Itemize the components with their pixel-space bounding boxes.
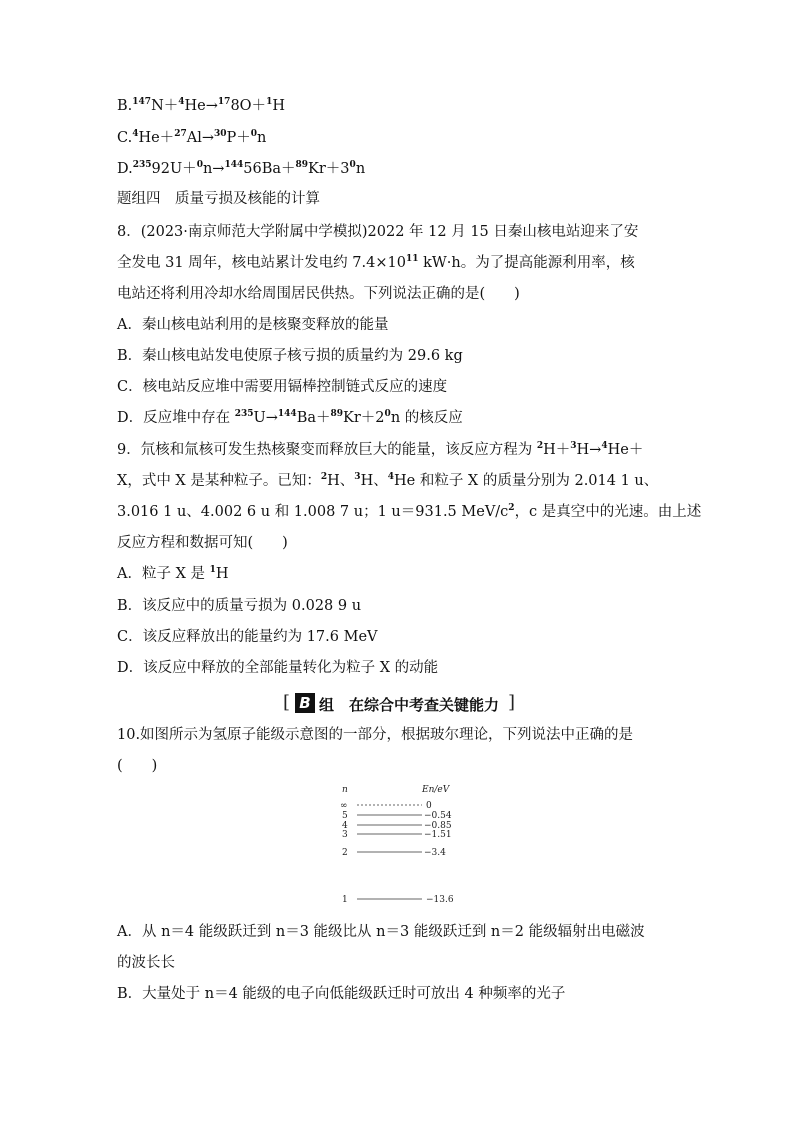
q9-line-1: 9．氘核和氚核可发生热核聚变而释放巨大的能量，该反应方程为 $^2$H＋$^3$H→$^4$He＋ — [117, 441, 644, 458]
group-b-badge: B — [295, 693, 315, 713]
level-e-1: −13.6 — [426, 895, 454, 905]
level-n-2: 2 — [342, 848, 348, 858]
q10-line-1: 10.如图所示为氢原子能级示意图的一部分，根据玻尔理论，下列说法中正确的是 — [117, 727, 634, 743]
section-banner: [ B 组 在综合中考查关键能力 ] — [283, 692, 515, 714]
level-e-5: −0.54 — [424, 811, 452, 821]
q8-line-3: 电站还将利用冷却水给周围居民供热。下列说法正确的是( ) — [117, 286, 520, 302]
level-n-5: 5 — [342, 811, 348, 821]
level-n-1: 1 — [342, 895, 348, 905]
q8-option-a: A．秦山核电站利用的是核聚变释放的能量 — [117, 317, 389, 333]
level-e-3: −1.51 — [424, 830, 452, 840]
q9-option-d: D．该反应中释放的全部能量转化为粒子 X 的动能 — [117, 660, 439, 676]
n-header: n — [342, 785, 348, 795]
option-c: C.$^4$He＋$^{27}$Al→$^{30}$P＋$^0$n — [117, 129, 267, 146]
level-e-inf: 0 — [426, 801, 432, 811]
q10-option-b: B．大量处于 n＝4 能级的电子向低能级跃迁时可放出 4 种频率的光子 — [117, 986, 566, 1002]
q9-option-a: A．粒子 X 是 $^1$H — [117, 565, 229, 582]
q9-line-4: 反应方程和数据可知( ) — [117, 535, 288, 551]
q8-line-1: 8．(2023·南京师范大学附属中学模拟)2022 年 12 月 15 日秦山核电站迎来了安 — [117, 224, 639, 240]
q8-option-c: C．核电站反应堆中需要用镉棒控制链式反应的速度 — [117, 379, 448, 395]
option-d: $D.^{235}92U+^0n\to^{144}56Ba+^{89}Kr+3^0n$ — [117, 160, 366, 177]
q10-line-2: ( ) — [117, 758, 158, 774]
level-n-inf: ∞ — [340, 801, 348, 811]
level-n-3: 3 — [342, 830, 348, 840]
q10-option-a-line-2: 的波长长 — [117, 955, 175, 971]
q10-option-a-line-1: A．从 n＝4 能级跃迁到 n＝3 能级比从 n＝3 能级跃迁到 n＝2 能级辐射出电磁波 — [117, 924, 645, 940]
level-n-4: 4 — [342, 821, 348, 831]
energy-header: En/eV — [422, 785, 450, 795]
q9-option-b: B．该反应中的质量亏损为 0.028 9 u — [117, 598, 362, 614]
group-title: 题组四 质量亏损及核能的计算 — [117, 191, 320, 207]
q9-line-2: X，式中 X 是某种粒子。已知：$^2$H、$^3$H、$^4$He 和粒子 X 的质量分别为 2.014 1 u、 — [117, 472, 659, 489]
q8-option-b: B．秦山核电站发电使原子核亏损的质量约为 29.6 kg — [117, 348, 463, 364]
energy-level-diagram — [330, 782, 490, 912]
q8-option-d: D．反应堆中存在 $^{235}U\to^{144}Ba+^{89}Kr+2^0n$ 的核反应 — [117, 409, 463, 426]
level-e-4: −0.85 — [424, 821, 452, 831]
q9-option-c: C．该反应释放出的能量约为 17.6 MeV — [117, 629, 378, 645]
level-e-2: −3.4 — [424, 848, 446, 858]
q8-line-2: 全发电 31 周年，核电站累计发电约 $7.4\times 10^{11}$ kW·h。为了提高能源利用率，核 — [117, 254, 635, 271]
q9-line-3: 3.016 1 u、4.002 6 u 和 1.008 7 u；1 u＝931.5 MeV/$c^2$，c 是真空中的光速。由上述 — [117, 503, 702, 520]
option-b: B.$^{147}$N＋$^4$He→$^{17}$8O＋$^1$H — [117, 97, 285, 114]
